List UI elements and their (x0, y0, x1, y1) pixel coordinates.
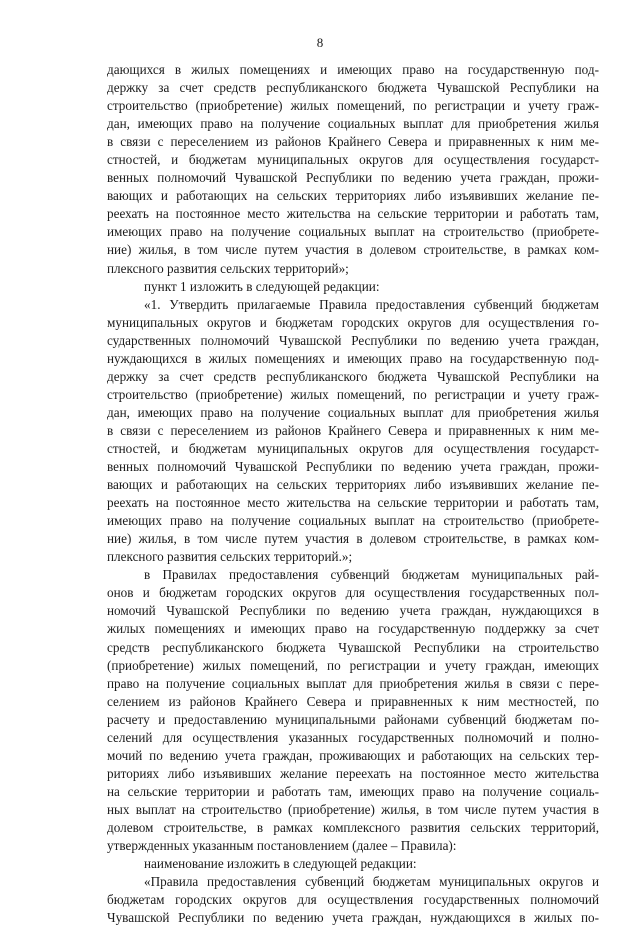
body-text (107, 61, 599, 927)
text-line: держку за счет средств республиканского бюджета Чувашской Республики на (107, 80, 599, 96)
text-line: бюджетам городских округов для осуществления государственных полномочий (107, 892, 599, 908)
text-line: венных полномочий Чувашской Республики по ведению учета граждан, прожи- (107, 459, 599, 475)
text-line: в Правилах предоставления субвенций бюджетам муниципальных рай- (144, 567, 599, 583)
text-line: плексного развития сельских территорий»; (107, 260, 349, 276)
text-line: реехать на постоянное место жительства на сельские территории и работать там, (107, 495, 599, 511)
text-line: ных выплат на строительство (приобретение) жилья, в том числе путем участия в (107, 801, 599, 817)
text-line: (приобретение) жилых помещений, по регистрации и учету граждан, имеющих (107, 657, 599, 673)
text-line: имеющих право на получение социальных выплат на строительство (приобрете- (107, 224, 599, 240)
text-line: в связи с переселением из районов Крайнего Севера и приравненных к ним ме- (107, 134, 599, 150)
page-number: 8 (316, 35, 324, 50)
text-line: нуждающихся в жилых помещениях и имеющих право на государственную под- (107, 350, 599, 366)
text-line: плексного развития сельских территорий.»; (107, 549, 353, 565)
text-line: право на получение социальных выплат для приобретения жилья в связи с пере- (107, 675, 599, 691)
text-line: наименование изложить в следующей редакции: (144, 856, 417, 872)
text-line: муниципальных округов и бюджетам городских округов для осуществления го- (107, 314, 599, 330)
text-line: строительство (приобретение) жилых помещений, по регистрации и учету граж- (107, 386, 599, 402)
text-line: реехать на постоянное место жительства на сельские территории и работать там, (107, 206, 599, 222)
text-line: расчету и предоставлению муниципальными районами субвенций бюджетам по- (107, 711, 599, 727)
text-line: жилых помещениях и имеющих право на государственную поддержку за счет (107, 621, 599, 637)
text-line: стностей, и бюджетам муниципальных округов для осуществления государст- (107, 152, 599, 168)
text-line: средств республиканского бюджета Чувашской Республики на строительство (107, 639, 599, 655)
text-line: вающих и работающих на сельских территориях либо изъявивших желание пе- (107, 477, 599, 493)
text-line: риториях либо изъявивших желание переехать на постоянное место жительства (107, 765, 599, 781)
text-line: дающихся в жилых помещениях и имеющих право на государственную под- (107, 62, 599, 77)
text-line: Чувашской Республики по ведению учета граждан, нуждающихся в жилых по- (107, 910, 599, 926)
text-line: в связи с переселением из районов Крайнего Севера и приравненных к ним ме- (107, 422, 599, 438)
text-line: селений для осуществления указанных государственных полномочий и полно- (107, 729, 599, 745)
text-line: ние) жилья, в том числе путем участия в долевом строительстве, в рамках ком- (107, 242, 599, 258)
text-line: «1. Утвердить прилагаемые Правила предоставления субвенций бюджетам (144, 296, 599, 312)
text-line: онов и бюджетам городских округов для осуществления государственных пол- (107, 585, 599, 601)
text-line: стностей, и бюджетам муниципальных округов для осуществления государст- (107, 440, 599, 456)
text-line: строительство (приобретение) жилых помещений, по регистрации и учету граж- (107, 98, 599, 114)
text-line: селением из районов Крайнего Севера и приравненных к ним местностей, по (107, 693, 599, 709)
text-line: мочий по ведению учета граждан, проживающих и работающих на сельских тер- (107, 747, 599, 763)
text-line: венных полномочий Чувашской Республики по ведению учета граждан, прожи- (107, 170, 599, 186)
text-line: «Правила предоставления субвенций бюджетам муниципальных округов и (144, 874, 599, 890)
text-line: сударственных полномочий Чувашской Республики по ведению учета граждан, (107, 332, 599, 348)
text-line: вающих и работающих на сельских территориях либо изъявивших желание пе- (107, 188, 599, 204)
text-line: долевом строительстве, в рамках комплексного развития сельских территорий, (107, 819, 599, 835)
text-line: номочий Чувашской Республики по ведению учета граждан, нуждающихся в (107, 603, 599, 619)
text-line: утвержденных указанным постановлением (далее – Правила): (107, 838, 457, 854)
text-line: пункт 1 изложить в следующей редакции: (144, 278, 380, 294)
text-line: на сельские территории и работать там, имеющих право на получение социаль- (107, 783, 599, 799)
text-line: дан, имеющих право на получение социальных выплат для приобретения жилья (107, 404, 599, 420)
text-line: дан, имеющих право на получение социальных выплат для приобретения жилья (107, 116, 599, 132)
text-line: держку за счет средств республиканского бюджета Чувашской Республики на (107, 368, 599, 384)
text-line: имеющих право на получение социальных выплат на строительство (приобрете- (107, 513, 599, 529)
text-line: ние) жилья, в том числе путем участия в долевом строительстве, в рамках ком- (107, 531, 599, 547)
